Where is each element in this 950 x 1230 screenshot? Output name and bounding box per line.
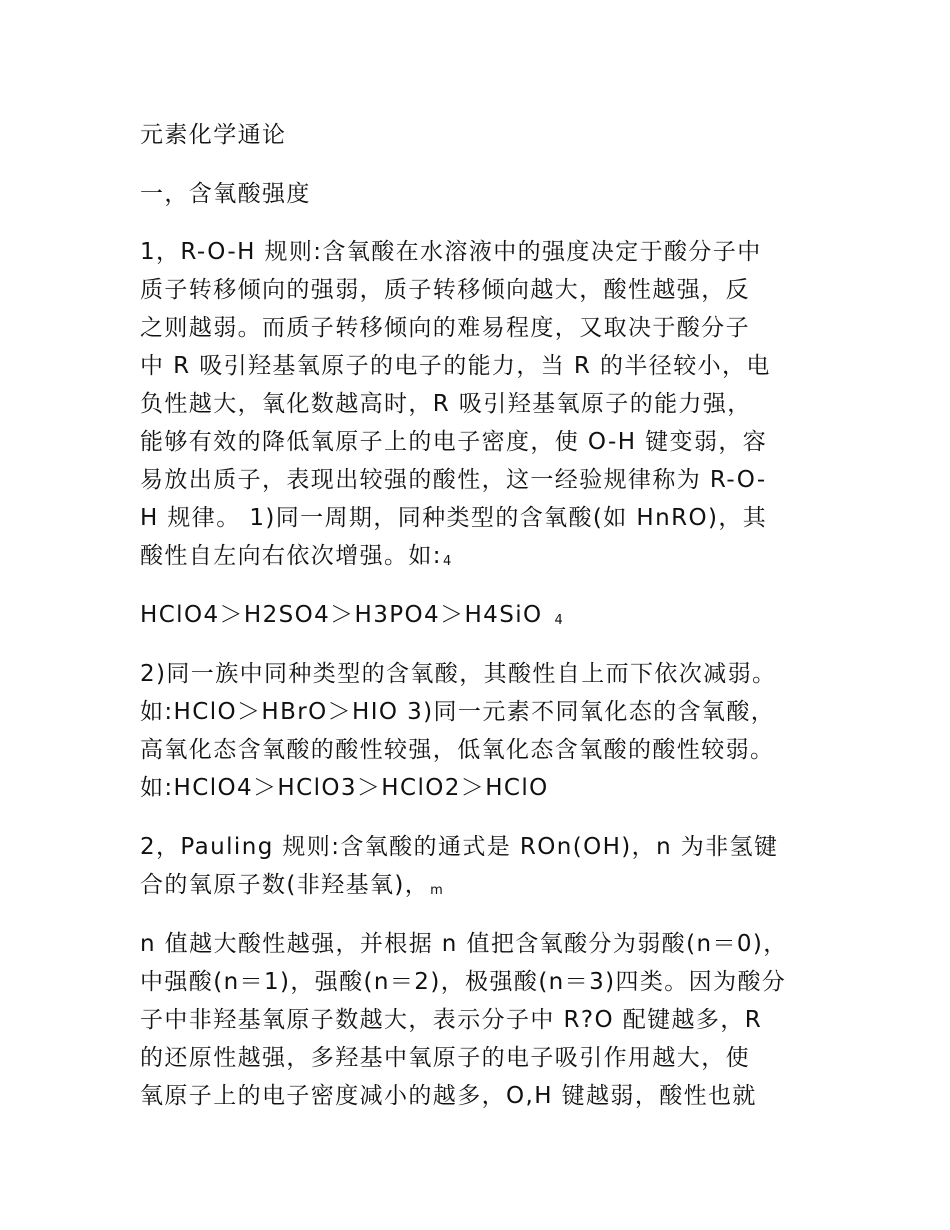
paragraph-line: 负性越大，氧化数越高时，R 吸引羟基氧原子的能力强， bbox=[140, 391, 752, 417]
paragraph-line: 2)同一族中同种类型的含氧酸，其酸性自上而下依次减弱。 bbox=[140, 661, 777, 687]
paragraph-line: 1，R-O-H 规则:含氧酸在水溶液中的强度决定于酸分子中 bbox=[140, 239, 762, 265]
paragraph-line: 2，Pauling 规则:含氧酸的通式是 ROn(OH)，n 为非氢键 bbox=[140, 834, 779, 860]
paragraph-line: 子中非羟基氧原子数越大，表示分子中 R?O 配键越多，R bbox=[140, 1007, 763, 1033]
paragraph-line: 质子转移倾向的强弱，质子转移倾向越大，酸性越强，反 bbox=[140, 277, 750, 303]
subscript-mark: m bbox=[430, 883, 443, 898]
paragraph-line: H 规律。 1)同一周期，同种类型的含氧酸(如 HnRO)，其 bbox=[140, 505, 768, 531]
paragraph-line: 的还原性越强，多羟基中氧原子的电子吸引作用越大，使 bbox=[140, 1045, 750, 1071]
paragraph-line: 中强酸(n＝1)，强酸(n＝2)，极强酸(n＝3)四类。因为酸分 bbox=[140, 969, 787, 995]
paragraph-line: 如:HClO＞HBrO＞HIO 3)同一元素不同氧化态的含氧酸， bbox=[140, 699, 776, 725]
formula-line: HClO4＞H2SO4＞H3PO4＞H4SiO 4 bbox=[140, 602, 563, 628]
paragraph-line: 如:HClO4＞HClO3＞HClO2＞HClO bbox=[140, 775, 549, 801]
paragraph-line: 高氧化态含氧酸的酸性较强，低氧化态含氧酸的酸性较弱。 bbox=[140, 737, 775, 763]
paragraph-line: 合的氧原子数(非羟基氧)，m bbox=[140, 872, 443, 898]
paragraph-line: 易放出质子，表现出较强的酸性，这一经验规律称为 R-O- bbox=[140, 467, 767, 493]
paragraph-line: 酸性自左向右依次增强。如:4 bbox=[140, 543, 452, 569]
subscript-mark: 4 bbox=[442, 554, 452, 569]
paragraph-line: n 值越大酸性越强，并根据 n 值把含氧酸分为弱酸(n＝0)， bbox=[140, 931, 788, 957]
paragraph-line: 能够有效的降低氧原子上的电子密度，使 O-H 键变弱，容 bbox=[140, 429, 768, 455]
paragraph-line: 之则越弱。而质子转移倾向的难易程度，又取决于酸分子 bbox=[140, 315, 750, 341]
document-title: 元素化学通论 bbox=[140, 122, 287, 148]
subscript-mark: 4 bbox=[554, 613, 563, 628]
paragraph-line: 中 R 吸引羟基氧原子的电子的能力，当 R 的半径较小，电 bbox=[140, 353, 771, 379]
section-heading: 一，含氧酸强度 bbox=[140, 181, 311, 207]
paragraph-line: 氧原子上的电子密度减小的越多，O,H 键越弱，酸性也就 bbox=[140, 1083, 757, 1109]
